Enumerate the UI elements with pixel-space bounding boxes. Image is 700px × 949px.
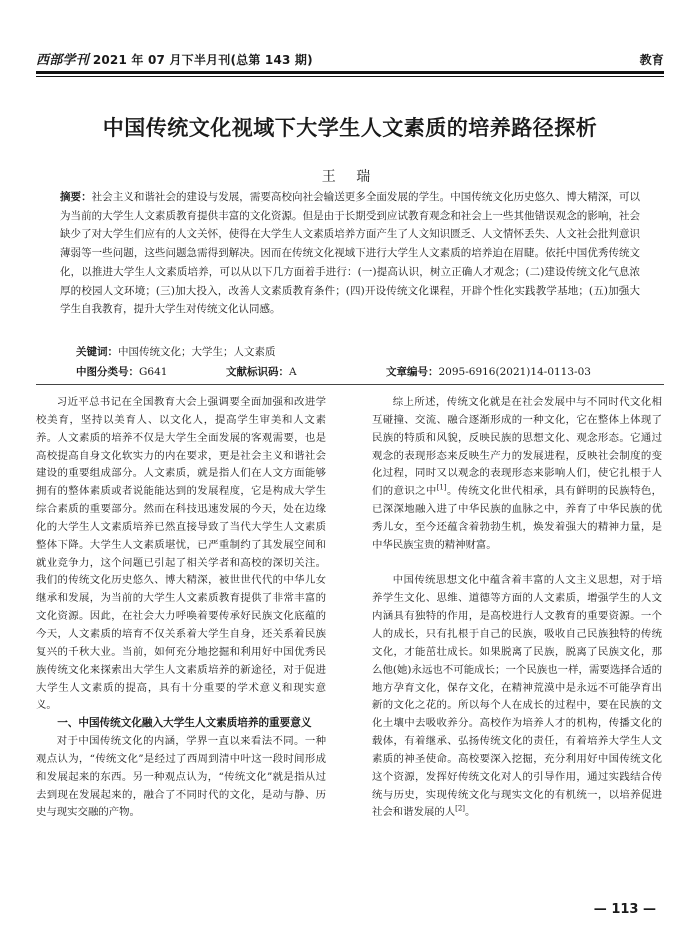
article-meta (76, 364, 640, 379)
clc-value: G641 (139, 366, 168, 378)
doc-value: A (289, 366, 297, 378)
right-column (372, 394, 662, 822)
document-code (226, 364, 386, 379)
section-heading: 一、中国传统文化融入大学生人文素质培养的重要意义 (57, 717, 312, 730)
doc-label: 文献标识码： (226, 366, 289, 378)
header-rule (36, 71, 664, 74)
header-rule-thin (36, 76, 664, 77)
left-column (36, 394, 326, 822)
paragraph (372, 394, 662, 555)
paragraph-text: 。传统文化世代相承，具有鲜明的民族特色，已深深地融入进了中华民族的血脉之中，养育了中华民族的优秀儿女，至今还蕴含着勃勃生机，焕发着强大的精神力量，是中华民族宝贵的精神财富。 (372, 485, 663, 551)
issue-info: 2021 年 07 月下半月刊(总第 143 期) (92, 53, 313, 67)
author: 王 瑞 (321, 169, 379, 185)
header-left (36, 49, 313, 68)
clc-label: 中图分类号： (76, 366, 139, 378)
keywords-text: 中国传统文化；大学生；人文素质 (118, 346, 276, 358)
journal-logo: 西部学刊 (36, 53, 89, 68)
clc-number (76, 364, 226, 379)
paragraph: 对于中国传统文化的内涵，学界一直以来看法不同。一种观点认为，“传统文化”是经过了西周到清中叶这一段时间形成和发展起来的东西。另一种观点认为，“传统文化”就是指从过去到现在发展起来的，融合了不同时代的文化，是动与静、历史与现实交融的产物。 (36, 735, 326, 819)
meta-rule (36, 384, 664, 385)
running-header (36, 50, 664, 68)
paragraph (372, 572, 662, 822)
citation: [2] (455, 804, 466, 813)
citation: [1] (436, 483, 447, 492)
paragraph-text: 综上所述，传统文化就是在社会发展中与不同时代文化相互碰撞、交流、融合逐渐形成的一种文化，它在整体上体现了民族的特质和风貌，反映民族的思想文化、观念形态。它通过观念的表现形态来反映生产力的发展进程，反映社会制度的变化过程，同时又以观念的表现形态来影响人们，使它扎根于人们的意识之中 (372, 396, 662, 498)
keywords (76, 344, 640, 359)
article-label: 文章编号： (386, 366, 439, 378)
keywords-label: 关键词： (76, 346, 118, 358)
article-number (386, 364, 640, 379)
article-value: 2095-6916(2021)14-0113-03 (438, 366, 591, 378)
article-title: 中国传统文化视域下大学生人文素质的培养路径探析 (102, 116, 598, 140)
paragraph-text: 中国传统思想文化中蕴含着丰富的人文主义思想，对于培养学生文化、思维、道德等方面的人文素质，增强学生的人文内涵具有独特的作用，是高校进行人文教育的重要资源。一个人的成长，只有扎根于自己的民族，吸收自己民族独特的传统文化，才能茁壮成长。如果脱离了民族，脱离了民族文化，那么他(她)永远也不可能成长；一个民族也一样，需要选择合适的地方孕育文化，保存文化，在精神荒漠中是永远不可能孕育出新的文化之花的。所以每个人在成长的过程中，要在民族的文化土壤中去吸收养分。高校作为培养人才的机构，传播文化的载体，有着继承、弘扬传统文化的责任，有着培养大学生人文素质的神圣使命。高校要深入挖掘，充分利用好中国传统文化这个资源，发挥好传统文化对人的引导作用，通过实践结合传统与历史，实现传统文化与现实文化的有机统一，以培养促进社会和谐发展的人 (372, 574, 662, 819)
section-label: 教育 (639, 53, 664, 67)
paragraph-text: 。 (465, 806, 476, 819)
paragraph: 习近平总书记在全国教育大会上强调要全面加强和改进学校美育，坚持以美育人、以文化人，提高学生审美和人文素养。人文素质的培养不仅是大学生全面发展的客观需要，也是高校提高自身文化软实力的内在要求，更是社会主义和谐社会建设的重要组成部分。人文素质，就是指人们在人文方面能够拥有的整体素质或者说能能达到的发展程度，它是构成大学生综合素质的重要部分。然而在科技迅速发展的今天，处在边缘化的大学生人文素质培养已然直接导致了当代大学生人文素质整体下降。大学生人文素质堪忧，已严重制约了其发展空间和就业竞争力，这个问题已引起了相关学者和高校的深切关注。我们的传统文化历史悠久、博大精深，被世世代代的中华儿女继承和发展，为当前的大学生人文素质教育提供了非常丰富的文化资源。因此，在社会大力呼唤着要传承好民族文化底蕴的今天，人文素质的培育不仅关系着大学生自身，还关系着民族复兴的千秋大业。当前，如何充分地挖掘和利用好中国优秀民族传统文化来探索出大学生人文素质培养的新途径，对于促进大学生人文素质的提高，具有十分重要的学术意义和现实意义。 (36, 396, 326, 712)
abstract-text: 社会主义和谐社会的建设与发展，需要高校向社会输送更多全面发展的学生。中国传统文化历史悠久、博大精深，可以为当前的大学生人文素质教育提供丰富的文化资源。但是由于长期受到应试教育观念和社会上一些其他错误观念的影响，社会缺少了对大学生们应有的人文关怀，使得在大学生人文素质培养方面产生了人文知识匮乏、人文情怀丢失、人文社会批判意识薄弱等一些问题，这些问题急需得到解决。因而在传统文化视域下进行大学生人文素质的培养迫在眉睫。依托中国优秀传统文化，以推进大学生人文素质培养，可以从以下几方面着手进行：(一)提高认识，树立正确人才观念；(二)建设传统文化气息浓厚的校园人文环境；(三)加大投入，改善人文素质教育条件；(四)开设传统文化课程，开辟个性化实践教学基地；(五)加强大学生自我教育，提升大学生对传统文化认同感。 (60, 191, 640, 316)
abstract-label: 摘要： (60, 191, 92, 203)
abstract (60, 188, 640, 319)
page-number: — 113 — (593, 902, 656, 917)
